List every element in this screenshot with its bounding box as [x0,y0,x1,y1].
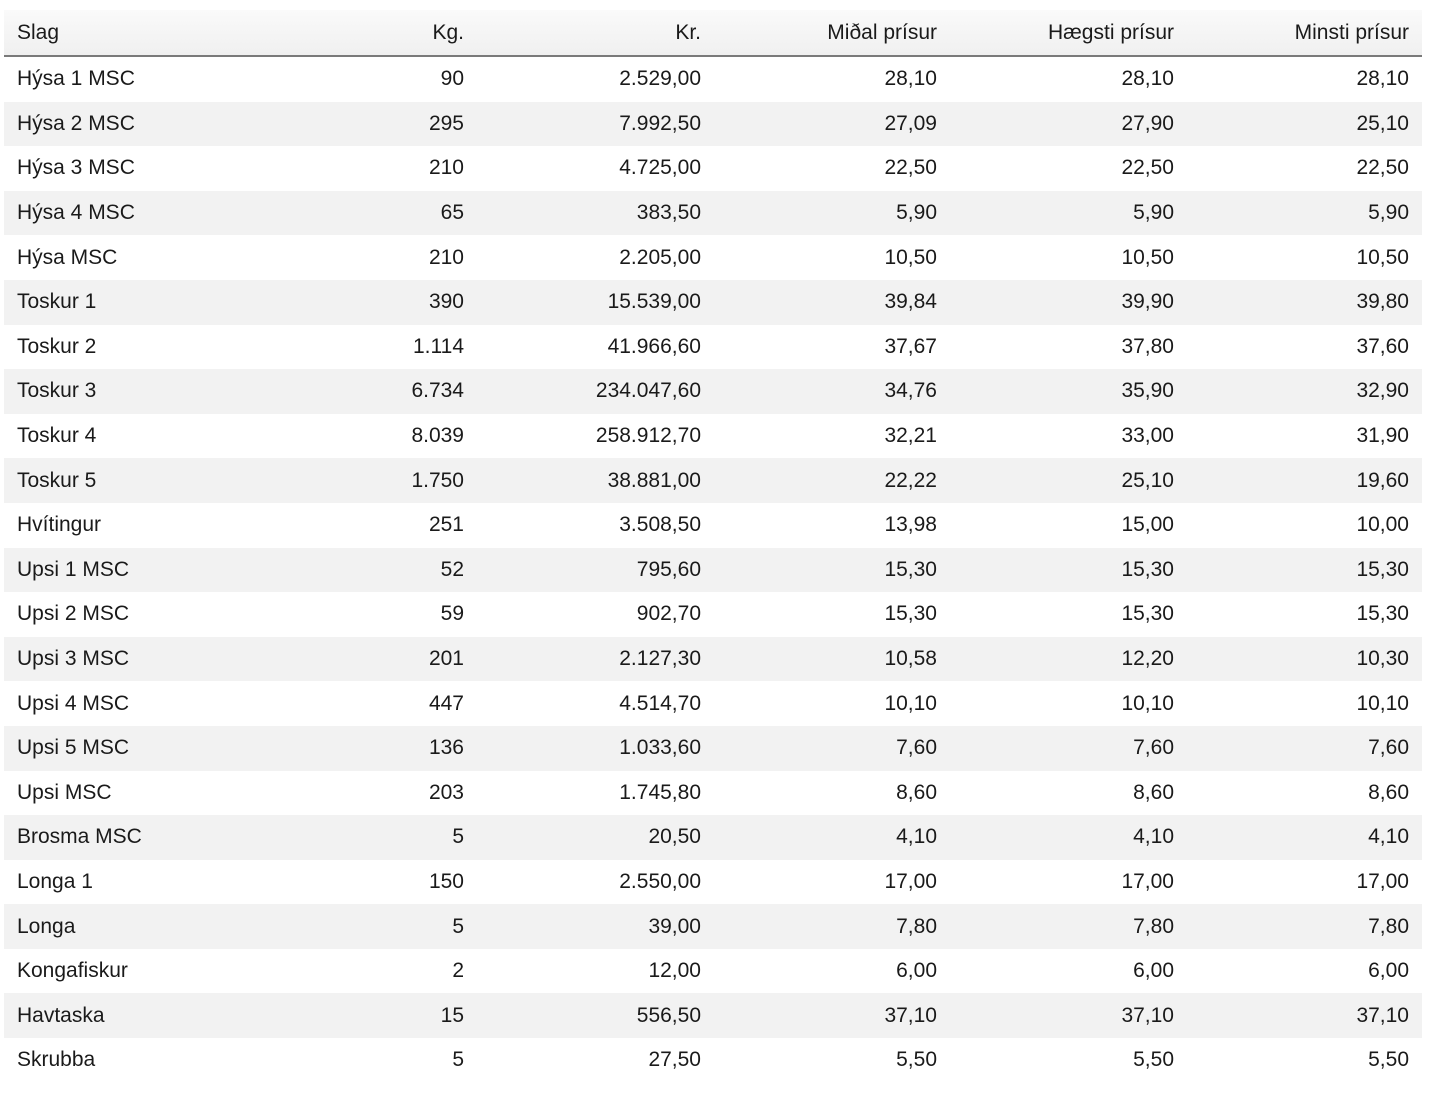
kg-cell: 251 [428,513,464,537]
species-cell: Skrubba [17,1048,96,1072]
max-price-cell: 15,30 [1121,602,1174,626]
table-row [4,503,1422,548]
max-price-cell: 5,90 [950,191,1187,236]
table-body [4,56,1422,1083]
avg-price-cell: 32,21 [884,424,937,448]
kg-cell: 8.039 [411,424,464,448]
avg-price-cell: 15,30 [884,602,937,626]
min-price-cell: 6,00 [1368,959,1409,983]
min-price-cell: 7,80 [1187,904,1422,949]
max-price-cell: 7,60 [950,726,1187,771]
avg-price-cell: 10,58 [714,637,950,682]
species-cell: Brosma MSC [4,815,241,860]
species-cell: Toskur 1 [4,280,241,325]
kr-cell: 27,50 [648,1048,701,1072]
kr-cell: 2.529,00 [619,67,701,91]
min-price-cell: 37,60 [1356,334,1409,358]
kr-cell: 1.033,60 [477,726,714,771]
fish-price-table [4,10,1422,1083]
max-price-cell: 33,00 [1121,424,1174,448]
kr-cell: 20,50 [477,815,714,860]
kr-cell: 38.881,00 [477,458,714,503]
max-price-cell: 37,10 [950,993,1187,1038]
kg-cell: 201 [241,637,477,682]
table-row [4,146,1422,191]
avg-price-cell: 10,50 [884,245,937,269]
kg-cell: 1.750 [241,458,477,503]
max-price-cell: 15,00 [1121,513,1174,537]
max-price-cell: 35,90 [950,369,1187,414]
column-header-kr[interactable]: Kr. [477,10,714,56]
kr-cell: 2.205,00 [619,245,701,269]
column-header-min-price[interactable]: Minsti prísur [1187,10,1422,56]
species-cell: Toskur 2 [17,334,97,358]
max-price-cell: 12,20 [950,637,1187,682]
kr-cell: 2.127,30 [477,637,714,682]
avg-price-cell: 5,50 [896,1048,937,1072]
table-row [4,771,1422,816]
avg-price-cell: 27,09 [714,102,950,147]
kr-cell: 902,70 [636,602,701,626]
max-price-cell: 37,80 [1121,334,1174,358]
species-cell: Havtaska [4,993,241,1038]
species-cell: Longa 1 [17,869,93,893]
kg-cell: 5 [241,904,477,949]
kg-cell: 136 [241,726,477,771]
species-cell: Hýsa MSC [17,245,118,269]
kg-cell: 1.114 [413,334,464,358]
table-row [4,993,1422,1038]
avg-price-cell: 34,76 [714,369,950,414]
max-price-cell: 17,00 [1121,869,1174,893]
kr-cell: 15.539,00 [477,280,714,325]
table-header [4,10,1422,56]
table-row [4,414,1422,459]
max-price-cell: 4,10 [950,815,1187,860]
min-price-cell: 22,50 [1356,156,1409,180]
species-cell: Kongafiskur [17,959,128,983]
min-price-cell: 10,50 [1356,245,1409,269]
max-price-cell: 39,90 [950,280,1187,325]
min-price-cell: 39,80 [1187,280,1422,325]
kr-cell: 2.550,00 [619,869,701,893]
avg-price-cell: 13,98 [884,513,937,537]
table-row [4,815,1422,860]
kr-cell: 383,50 [477,191,714,236]
species-cell: Hýsa 4 MSC [4,191,241,236]
species-cell: Upsi 2 MSC [17,602,130,626]
species-cell: Hýsa 3 MSC [17,156,135,180]
kg-cell: 90 [440,67,464,91]
min-price-cell: 5,50 [1368,1048,1409,1072]
species-cell: Upsi 1 MSC [4,548,241,593]
max-price-cell: 5,50 [1133,1048,1174,1072]
kg-cell: 390 [241,280,477,325]
kg-cell: 59 [440,602,464,626]
avg-price-cell: 8,60 [896,780,937,804]
min-price-cell: 8,60 [1368,780,1409,804]
avg-price-cell: 15,30 [714,548,950,593]
table-row [4,548,1422,593]
table-row [4,681,1422,726]
avg-price-cell: 22,22 [714,458,950,503]
species-cell: Upsi 3 MSC [4,637,241,682]
kr-cell: 39,00 [477,904,714,949]
kg-cell: 210 [428,245,464,269]
column-header-slag[interactable]: Slag [4,10,241,56]
species-cell: Upsi MSC [17,780,112,804]
column-header-avg-price[interactable]: Miðal prísur [714,10,950,56]
kr-cell: 234.047,60 [477,369,714,414]
table-row [4,280,1422,325]
max-price-cell: 10,10 [1121,691,1174,715]
avg-price-cell: 5,90 [714,191,950,236]
kr-cell: 1.745,80 [619,780,701,804]
table-row [4,1038,1422,1083]
max-price-cell: 10,50 [1121,245,1174,269]
min-price-cell: 10,30 [1187,637,1422,682]
kg-cell: 15 [241,993,477,1038]
avg-price-cell: 22,50 [884,156,937,180]
header-row [4,10,1422,56]
kg-cell: 52 [241,548,477,593]
kg-cell: 447 [428,691,464,715]
column-header-kg[interactable]: Kg. [241,10,477,56]
min-price-cell: 37,10 [1187,993,1422,1038]
avg-price-cell: 6,00 [896,959,937,983]
kg-cell: 203 [428,780,464,804]
species-cell: Hýsa 2 MSC [4,102,241,147]
species-cell: Upsi 5 MSC [4,726,241,771]
species-cell: Toskur 4 [17,424,97,448]
species-cell: Longa [4,904,241,949]
kg-cell: 65 [241,191,477,236]
max-price-cell: 22,50 [1121,156,1174,180]
kr-cell: 4.725,00 [619,156,701,180]
kg-cell: 295 [241,102,477,147]
kg-cell: 5 [241,815,477,860]
table-row [4,191,1422,236]
min-price-cell: 15,30 [1356,602,1409,626]
min-price-cell: 15,30 [1187,548,1422,593]
table-row [4,458,1422,503]
table-row [4,235,1422,280]
table-row [4,325,1422,370]
table-row [4,904,1422,949]
kg-cell: 6.734 [241,369,477,414]
max-price-cell: 6,00 [1133,959,1174,983]
table-row [4,56,1422,102]
species-cell: Hvítingur [17,513,102,537]
species-cell: Toskur 5 [4,458,241,503]
avg-price-cell: 17,00 [884,869,937,893]
avg-price-cell: 37,67 [884,334,937,358]
min-price-cell: 31,90 [1356,424,1409,448]
min-price-cell: 25,10 [1187,102,1422,147]
avg-price-cell: 37,10 [714,993,950,1038]
kr-cell: 7.992,50 [477,102,714,147]
min-price-cell: 19,60 [1187,458,1422,503]
min-price-cell: 32,90 [1187,369,1422,414]
price-table-container [4,10,1422,1083]
species-cell: Hýsa 1 MSC [17,67,135,91]
kr-cell: 4.514,70 [619,691,701,715]
kr-cell: 12,00 [648,959,701,983]
kr-cell: 41.966,60 [607,334,701,358]
table-row [4,102,1422,147]
avg-price-cell: 39,84 [714,280,950,325]
kr-cell: 3.508,50 [619,513,701,537]
max-price-cell: 27,90 [950,102,1187,147]
max-price-cell: 7,80 [950,904,1187,949]
table-row [4,726,1422,771]
species-cell: Toskur 3 [4,369,241,414]
kg-cell: 210 [428,156,464,180]
max-price-cell: 25,10 [950,458,1187,503]
kr-cell: 795,60 [477,548,714,593]
max-price-cell: 8,60 [1133,780,1174,804]
column-header-max-price[interactable]: Hægsti prísur [950,10,1187,56]
avg-price-cell: 28,10 [884,67,937,91]
min-price-cell: 7,60 [1187,726,1422,771]
kg-cell: 5 [452,1048,464,1072]
avg-price-cell: 7,80 [714,904,950,949]
table-row [4,637,1422,682]
min-price-cell: 4,10 [1187,815,1422,860]
table-row [4,949,1422,994]
kr-cell: 556,50 [477,993,714,1038]
table-row [4,860,1422,905]
kg-cell: 2 [452,959,464,983]
avg-price-cell: 7,60 [714,726,950,771]
min-price-cell: 10,00 [1356,513,1409,537]
min-price-cell: 5,90 [1187,191,1422,236]
table-row [4,369,1422,414]
species-cell: Upsi 4 MSC [17,691,130,715]
min-price-cell: 28,10 [1356,67,1409,91]
kr-cell: 258.912,70 [595,424,701,448]
kg-cell: 150 [428,869,464,893]
max-price-cell: 15,30 [950,548,1187,593]
table-row [4,592,1422,637]
max-price-cell: 28,10 [1121,67,1174,91]
avg-price-cell: 10,10 [884,691,937,715]
avg-price-cell: 4,10 [714,815,950,860]
min-price-cell: 17,00 [1356,869,1409,893]
min-price-cell: 10,10 [1356,691,1409,715]
